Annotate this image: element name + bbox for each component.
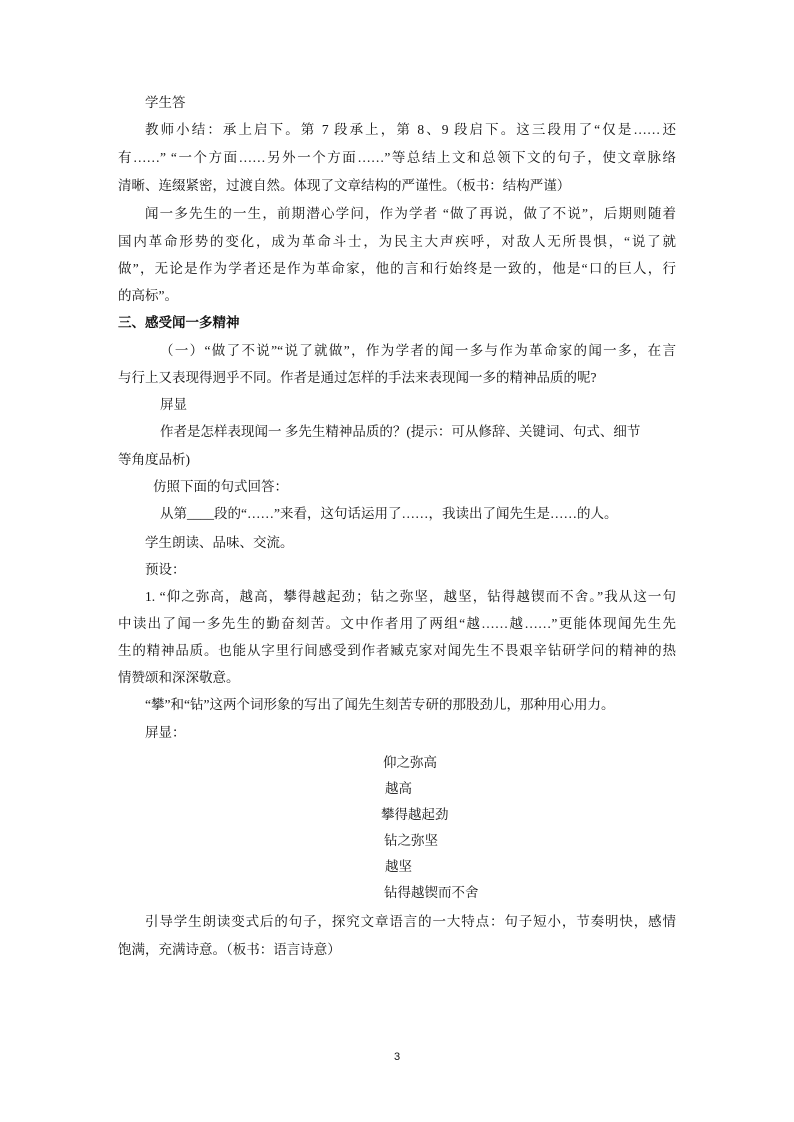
preset-paragraph-line: 中读出了闻一多先生的勤奋刻苦。文中作者用了两组“越……越……”更能体现闻先生先 xyxy=(118,616,676,631)
verse-line: 仰之弥高 xyxy=(383,755,437,770)
wen-life-paragraph-line: 国内革命形势的变化，成为革命斗士，为民主大声疾呼，对敌人无所畏惧，“说了就 xyxy=(118,234,676,249)
guidance-line: 饱满，充满诗意。（板书：语言诗意） xyxy=(118,942,341,957)
activity-text: 学生朗读、品味、交流。 xyxy=(145,535,294,550)
screen-display-label: 屏显 xyxy=(160,397,187,412)
screen-prompt-line: 等角度品析) xyxy=(118,452,190,467)
screen-prompt-line: 作者是怎样表现闻一 多先生精神品质的？(提示：可从修辞、关键词、句式、细节 xyxy=(160,424,641,439)
verse-line: 攀得越起劲 xyxy=(381,807,449,822)
preset-paragraph-line: 生的精神品质。也能从字里行间感受到作者臧克家对闻先生不畏艰辛钻研学问的精神的热 xyxy=(118,643,676,658)
wen-life-paragraph-line: 的高标”。 xyxy=(118,288,178,303)
preset-label: 预设： xyxy=(145,562,186,577)
preset-paragraph-line: 1. “仰之弥高，越高，攀得越起劲；钻之弥坚，越坚，钻得越锲而不舍。”我从这一句 xyxy=(145,589,676,604)
wen-life-paragraph-line: 做”，无论是作为学者还是作为革命家，他的言和行始终是一致的，他是“口的巨人，行 xyxy=(118,261,676,276)
teacher-summary-line: 有……” “一个方面……另外一个方面……”等总结上文和总领下文的句子，使文章脉络 xyxy=(118,150,676,165)
screen-prompt-line: 仿照下面的句式回答： xyxy=(153,479,288,494)
answer-template-line: 从第____段的“……”来看，这句话运用了……，我读出了闻先生是……的人。 xyxy=(160,506,618,521)
question-line: （一）“做了不说”“说了就做”，作为学者的闻一多与作为革命家的闻一多，在言 xyxy=(160,343,676,358)
teacher-summary-line: 教师小结：承上启下。第 7 段承上，第 8、9 段启下。这三段用了“仅是……还 xyxy=(145,122,676,137)
guidance-line: 引导学生朗读变式后的句子，探究文章语言的一大特点：句子短小，节奏明快，感情 xyxy=(145,914,676,929)
wen-life-paragraph-line: 闻一多先生的一生，前期潜心学问，作为学者 “做了再说，做了不说”，后期则随着 xyxy=(145,206,676,221)
question-line: 与行上又表现得迥乎不同。作者是通过怎样的手法来表现闻一多的精神品质的呢? xyxy=(118,370,597,385)
verse-line: 越高 xyxy=(385,781,412,796)
preset-paragraph-line: 情赞颂和深深敬意。 xyxy=(118,670,240,685)
screen-display-label: 屏显： xyxy=(145,725,186,740)
verse-line: 钻得越锲而不舍 xyxy=(384,885,479,900)
verse-line: 越坚 xyxy=(385,859,412,874)
teacher-summary-line: 清晰、连缀紧密，过渡自然。体现了文章结构的严谨性。（板书：结构严谨） xyxy=(118,178,571,193)
page-number: 3 xyxy=(393,1051,401,1063)
section-heading: 三、感受闻一多精神 xyxy=(118,315,240,330)
pan-zuan-note: “攀”和“钻”这两个词形象的写出了闻先生刻苦专研的那股劲儿，那种用心用力。 xyxy=(145,697,615,712)
verse-line: 钻之弥坚 xyxy=(384,833,438,848)
student-answer-text: 学生答 xyxy=(145,95,186,110)
